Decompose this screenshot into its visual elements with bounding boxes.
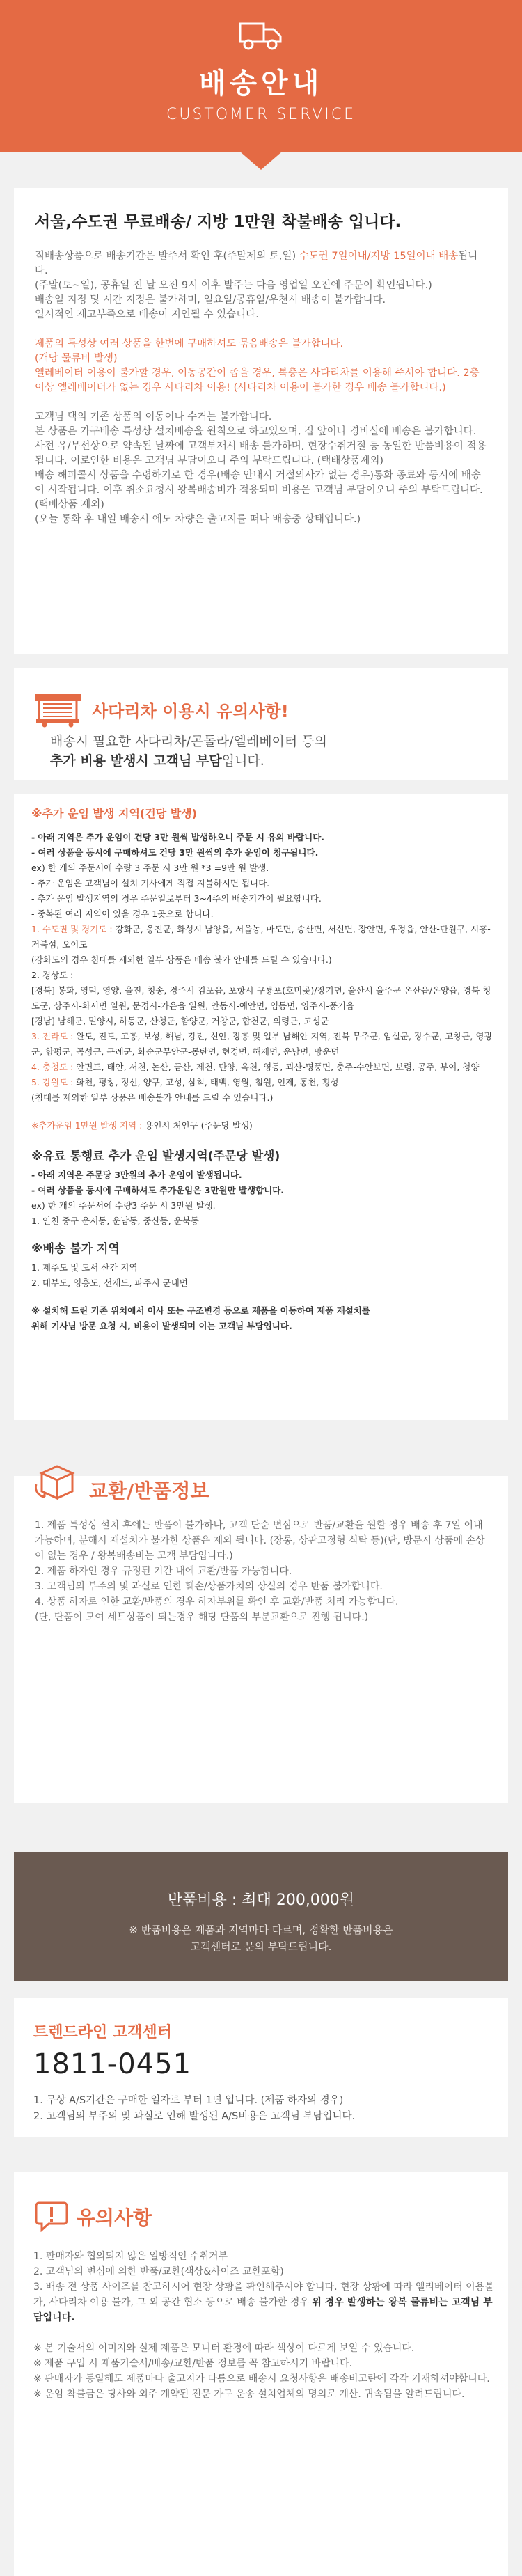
shipping-stock-note: 일시적인 재고부족으로 배송이 지연될 수 있습니다.: [35, 309, 259, 320]
toll-fee-region: 1. 인천 중구 운서동, 운남동, 중산동, 운북동: [31, 1216, 199, 1226]
region-gangwon-label: 5. 강원도 :: [31, 1077, 74, 1087]
customer-center-phone[interactable]: 1811-0451: [33, 2048, 192, 2080]
return-fee-note-1: ※ 반품비용은 제품과 지역마다 다르며, 정확한 반품비용은: [129, 1924, 393, 1936]
ladder-line-2-tail: 입니다.: [221, 753, 264, 769]
extra-fee-10000-region: 용인시 처인구 (주문당 발생): [142, 1120, 253, 1131]
region-chungcheong: [31, 1060, 498, 1075]
shipping-period: [35, 249, 487, 278]
header-arrow: [240, 152, 282, 170]
notice-item-1: 1. 판매자와 협의되지 않은 일방적인 수취거부: [33, 2251, 228, 2262]
notice-memo-3: ※ 판매자가 동일해도 제품마다 출고지가 다름으로 배송시 요청사항은 배송비고란에 각각 기재하셔야합니다.: [33, 2373, 490, 2385]
extra-fee-title: ※추가 운임 발생 지역(건당 발생): [31, 807, 197, 820]
notice-title: 유의사항: [77, 2206, 152, 2229]
extra-fee-example: ex) 한 개의 주문서에 수량 3 주문 시 3만 원 *3 =9만 원 발생.: [31, 863, 269, 873]
shipping-headline: 서울,수도권 무료배송/ 지방 1만원 착불배송 입니다.: [35, 213, 402, 231]
policy-line-4: 배송 해피콜시 상품을 수령하기로 한 경우(배송 안내시 거절의사가 없는 경우)통화 종료와 동시에 배송이 시작됩니다. 이후 취소요청시 왕복배송비가 적용되며 비용은 고객님 부담이오니 주의 부탁드립니다. (택배상품 제외): [35, 470, 483, 510]
notice-item-3-bold: 위 경우 발생하는 왕복 물류비는 고객님 부담입니다.: [33, 2297, 493, 2323]
truck-icon: [239, 21, 283, 52]
notice-item-2: 2. 고객님의 변심에 의한 반품/교환(색상&사이즈 교환포함): [33, 2266, 284, 2277]
extra-fee-10000: [31, 1118, 498, 1133]
return-box-icon: [35, 1463, 79, 1502]
region-gyeongbuk: [경북] 봉화, 영덕, 영양, 울진, 청송, 경주시-감포읍, 포항시-구룡포(호미곶)/장기면, 울산시 울주군-온산읍/온양읍, 경북 청도군, 상주시-화서면 일원, 문경시-가은읍 일원, 안동시-예안면, 임동면, 영주시-풍기읍: [31, 985, 491, 1011]
extra-fee-rule-4: - 추가 운임 발생지역의 경우 주문일로부터 3~4주의 배송기간이 필요합니다.: [31, 893, 322, 904]
returns-section: [14, 1476, 508, 1803]
returns-item-3: 3. 고객님의 부주의 및 과실로 인한 훼손/상품가치의 상실의 경우 반품 불가합니다.: [35, 1581, 383, 1592]
region-chungcheong-label: 4. 충청도 :: [31, 1062, 74, 1072]
region-capital-list: 강화군, 옹진군, 화성시 남양읍, 서울농, 마도면, 송산면, 서신면, 장안면, 우정읍, 안산-단원구, 시흥-거북섬, 오이도: [31, 924, 491, 950]
returns-title: 교환/반품정보: [89, 1479, 209, 1502]
policy-line-2: 본 상품은 가구배송 특성상 설치배송을 원칙으로 하고있으며, 집 앞이나 경비실에 배송은 불가합니다.: [35, 426, 477, 437]
as-period-note: 1. 무상 A/S기간은 구매한 일자로 부터 1년 입니다. (제품 하자의 경우): [33, 2095, 344, 2106]
region-gangwon-list: 화천, 평창, 정선, 양구, 고성, 삼척, 태백, 영월, 철원, 인제, 홍천, 횡성: [73, 1077, 339, 1087]
shipping-period-tail: 됩니다.: [35, 251, 478, 276]
alert-speech-icon: [35, 2200, 68, 2232]
return-fee-note-2: 고객센터로 문의 부탁드립니다.: [190, 1940, 332, 1953]
region-jeolla-label: 3. 전라도 :: [31, 1031, 74, 1042]
notice-memo-1: ※ 본 기술서의 이미지와 실제 제품은 모니터 환경에 따라 색상이 다르게 보일 수 있습니다.: [33, 2343, 415, 2354]
ladder-line-2: [50, 751, 264, 769]
region-jeolla-list: 완도, 진도, 고흥, 보성, 해남, 강진, 신안, 장흥 및 일부 남해안 지역, 전북 무주군, 임실군, 장수군, 고창군, 영광군, 함평군, 곡성군, 구례군, 화순군무안군-몽탄면, 현경면, 해제면, 운남면, 망운면: [31, 1031, 493, 1057]
notice-memo-4: ※ 운임 착불금은 당사와 외주 계약된 전문 가구 운송 설치업체의 명의로 계산. 귀속됨을 알려드립니다.: [33, 2389, 465, 2400]
no-delivery-title: ※배송 불가 지역: [31, 1242, 120, 1256]
region-gangwon-note: (침대를 제외한 일부 상품은 배송불가 안내를 드릴 수 있습니다.): [31, 1092, 274, 1103]
region-capital-note: (강화도의 경우 침대를 제외한 일부 상품은 배송 불가 안내를 드릴 수 있습니다.): [31, 955, 332, 965]
region-gyeongnam: [경남] 남해군, 밀양시, 하동군, 산청군, 함양군, 거창군, 합천군, 의령군, 고성군: [31, 1016, 329, 1026]
return-fee-title: 반품비용 : 최대 200,000원: [167, 1892, 355, 1909]
policy-line-5: (오늘 통화 후 내일 배송시 에도 차량은 출고지를 떠나 배송중 상태입니다.): [35, 514, 361, 525]
toll-fee-example: ex) 한 개의 주문서에 수량3 주문 시 3만원 발생.: [31, 1200, 216, 1211]
no-delivery-1: 1. 제주도 및 도서 산간 지역: [31, 1262, 138, 1273]
logistics-note: (개당 물류비 발생): [35, 353, 118, 364]
policy-line-3: 사전 유/무선상으로 약속된 날짜에 고객부재시 배송 불가하며, 현장수취거절 등 동일한 반품비용이 적용됩니다. 이로인한 비용은 고객님 부담이오니 주의 부탁드립니다. (택배상품제외): [35, 441, 487, 466]
elevator-warning: 엘레베이터 이용이 불가할 경우, 이동공간이 좁을 경우, 복층은 사다리차를 이용해 주셔야 합니다. 2층이상 엘레베이터가 없는 경우 사다리차 이용! (사다리차 이용이 불가한 경우 배송 불가합니다.): [35, 368, 480, 393]
region-gyeongsang-label: 2. 경상도 :: [31, 970, 74, 980]
toll-fee-title: ※유료 통행료 추가 운임 발생지역(주문당 발생): [31, 1149, 280, 1163]
shipping-date-note: 배송일 지정 및 시간 지정은 불가하며, 일요일/공휴일/우천시 배송이 불가합니다.: [35, 294, 386, 306]
ladder-notice: [14, 668, 508, 780]
notice-item-3-text: 3. 배송 전 상품 사이즈를 참고하시어 현장 상황을 확인해주셔야 합니다. 현장 상황에 따라 엘리베이터 이용불가, 사다리차 이용 불가, 그 외 공간 협소 등으로 배송 불가한 경우: [33, 2282, 494, 2308]
region-capital-label: 1. 수도권 및 경기도 :: [31, 924, 113, 934]
ladder-line-1: 배송시 필요한 사다리차/곤돌라/엘레베이터 등의: [50, 734, 328, 749]
notice-memo-2: ※ 제품 구입 시 제품기술서/배송/교환/반품 정보를 꼭 참고하시기 바랍니다.: [33, 2358, 353, 2369]
header-banner: [0, 0, 522, 152]
region-chungcheong-list: 안면도, 태안, 서천, 논산, 금산, 제천, 단양, 옥천, 영동, 괴산-명풍면, 충주-수안보면, 보령, 공주, 부여, 청양: [73, 1062, 480, 1072]
extra-fee-rule-5: - 중복된 여러 지역이 있을 경우 1곳으로 합니다.: [31, 909, 214, 919]
extra-fee-rule-2: - 여러 상품을 동시에 구매하셔도 건당 3만 원씩의 추가 운임이 청구됩니다.: [31, 847, 319, 858]
extra-fee-10000-label: ※추가운임 1만원 발생 지역 :: [31, 1120, 143, 1131]
page-title: 배송안내: [198, 68, 324, 100]
return-fee-box: [14, 1852, 508, 1981]
notice-item-3: [33, 2279, 500, 2325]
extra-fee-section: [14, 794, 508, 1420]
reinstall-note-2: 위해 기사님 방문 요청 시, 비용이 발생되며 이는 고객님 부담입니다.: [31, 1321, 292, 1331]
shipping-period-highlight: 수도권 7일이내/지방 15일이내 배송: [299, 251, 459, 262]
customer-center-title: 트렌드라인 고객센터: [33, 2024, 172, 2041]
ladder-truck-icon: [33, 693, 84, 728]
returns-item-4: 4. 상품 하자로 인한 교환/반품의 경우 하자부위를 확인 후 교환/반품 처리 가능합니다.: [35, 1596, 399, 1608]
notice-section: [14, 2172, 508, 2576]
no-delivery-2: 2. 대부도, 영흥도, 선재도, 파주시 군내면: [31, 1278, 188, 1288]
region-capital: [31, 922, 498, 952]
shipping-weekend-note: (주말(토~일), 공휴일 전 날 오전 9시 이후 발주는 다음 영업일 오전에 주문이 확인됩니다.): [35, 280, 432, 291]
region-jeolla: [31, 1029, 498, 1060]
shipping-section: [14, 188, 508, 654]
bundle-warning: 제품의 특성상 여러 상품을 한번에 구매하셔도 묶음배송은 불가합니다.: [35, 338, 344, 350]
toll-fee-rule-2: - 여러 상품을 동시에 구매하셔도 추가운임은 3만원만 발생합니다.: [31, 1185, 285, 1195]
returns-item-1: 1. 제품 특성상 설치 후에는 반품이 불가하나, 고객 단순 변심으로 반품/교환을 원할 경우 배송 후 7일 이내 가능하며, 분해시 재설치가 불가한 상품은 제외 됩니다. (장롱, 상판고정형 식탁 등)(단, 방문시 상품에 손상이 없는 경우 / 왕복배송비는 고객 부담입니다.): [35, 1520, 485, 1562]
as-cost-note: 2. 고객님의 부주의 및 과실로 인해 발생된 A/S비용은 고객님 부담입니다.: [33, 2111, 356, 2122]
extra-fee-rule-1: - 아래 지역은 추가 운임이 건당 3만 원씩 발생하오니 주문 시 유의 바랍니다.: [31, 832, 325, 842]
shipping-period-text: 직배송상품으로 배송기간은 발주서 확인 후(주말제외 토,일): [35, 251, 299, 262]
extra-fee-rule-3: - 추가 운임은 고객님이 설치 기사에게 직접 지불하시면 됩니다.: [31, 878, 270, 888]
returns-item-5: (단, 단품이 모여 세트상품이 되는경우 해당 단품의 부분교환으로 진행 됩니다.): [35, 1612, 369, 1623]
returns-item-2: 2. 제품 하자인 경우 규정된 기간 내에 교환/반품 가능합니다.: [35, 1566, 292, 1577]
ladder-line-2-bold: 추가 비용 발생시 고객님 부담: [50, 753, 222, 769]
reinstall-note-1: ※ 설치해 드린 기존 위치에서 이사 또는 구조변경 등으로 제품을 이동하여 제품 재설치를: [31, 1305, 371, 1316]
ladder-title: 사다리차 이용시 유의사항!: [92, 702, 289, 721]
page-subtitle: CUSTOMER SERVICE: [166, 106, 356, 123]
policy-line-1: 고객님 댁의 기존 상품의 이동이나 수거는 불가합니다.: [35, 411, 272, 423]
customer-center: [14, 1998, 508, 2137]
toll-fee-rule-1: - 아래 지역은 주문당 3만원의 추가 운임이 발생됩니다.: [31, 1170, 242, 1180]
region-gangwon: [31, 1075, 498, 1090]
